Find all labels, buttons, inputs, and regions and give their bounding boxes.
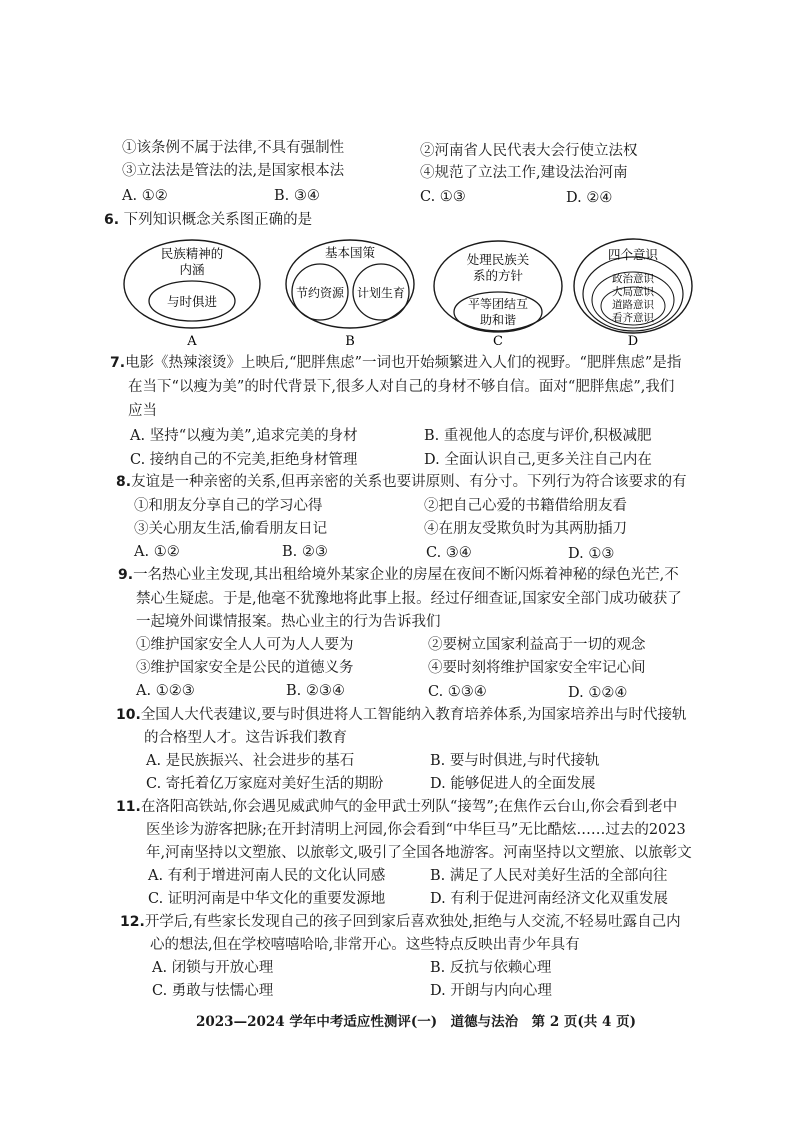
diagram-c-inner-2: 助和谐 — [479, 313, 517, 327]
diagram-d-outer: 四个意识 — [607, 247, 659, 262]
q12-option-a[interactable]: A. 闭锁与开放心理 — [152, 960, 274, 976]
q8-option-c[interactable]: C. ③④ — [426, 545, 472, 561]
q9-option-b[interactable]: B. ②③④ — [286, 683, 345, 699]
diagram-a-inner: 与时俱进 — [166, 294, 218, 309]
diagram-a-outer-1: 民族精神的 — [160, 246, 224, 261]
q10-stem-line-2: 的合格型人才。这告诉我们教育 — [144, 730, 347, 746]
diagram-c-outer-2: 系的方针 — [472, 268, 524, 283]
q12-option-c[interactable]: C. 勇敢与怯懦心理 — [152, 983, 274, 999]
q11-option-b[interactable]: B. 满足了人民对美好生活的全部向往 — [430, 868, 668, 884]
q10-stem-line-1 — [116, 705, 687, 725]
diagram-b-left: 节约资源 — [295, 286, 345, 300]
diagram-a-outer-2: 内涵 — [179, 262, 205, 277]
diagram-b-label: B — [345, 334, 355, 349]
q11-stem-text-1: 在洛阳高铁站,你会遇见威武帅气的金甲武士列队“接驾”;在焦作云台山,你会看到老中 — [140, 799, 678, 815]
q12-stem-line-2: 心的想法,但在学校嘻嘻哈哈,非常开心。这些特点反映出青少年具有 — [150, 937, 580, 953]
diagram-d-label: D — [627, 334, 639, 349]
q6-number: 6. — [104, 212, 120, 228]
q5-statement-3: ③立法法是管法的法,是国家根本法 — [122, 163, 345, 179]
diagram-d-inner-1: 政治意识 — [612, 273, 654, 285]
q11-stem-line-1 — [116, 797, 677, 817]
q5-statement-2: ②河南省人民代表大会行使立法权 — [420, 143, 638, 159]
diagram-d-inner-4: 看齐意识 — [612, 312, 654, 324]
q7-stem-line-1 — [110, 353, 681, 373]
diagram-a-label: A — [187, 334, 197, 349]
q8-statement-1: ①和朋友分享自己的学习心得 — [134, 498, 323, 514]
q7-number: 7. — [110, 355, 126, 371]
q8-number: 8. — [116, 474, 132, 490]
diagram-c-label: C — [493, 334, 503, 349]
q12-option-d[interactable]: D. 开朗与内向心理 — [430, 983, 552, 999]
q11-stem-line-2: 医坐诊为游客把脉;在开封清明上河园,你会看到“中华巨马”无比酷炫……过去的2023 — [146, 822, 686, 838]
q8-statement-3: ③关心朋友生活,偷看朋友日记 — [134, 521, 328, 537]
page-footer: 2023—2024 学年中考适应性测评(一) 道德与法治 第 2 页(共 4 页) — [196, 1014, 636, 1030]
q10-option-b[interactable]: B. 要与时俱进,与时代接轨 — [430, 753, 600, 769]
q5-statement-1: ①该条例不属于法律,不具有强制性 — [122, 140, 345, 156]
q11-option-d[interactable]: D. 有利于促进河南经济文化双重发展 — [430, 891, 668, 907]
q12-stem-text-1: 开学后,有些家长发现自己的孩子回到家后喜欢独处,拒绝与人交流,不轻易吐露自己内 — [144, 914, 681, 930]
q9-stem-line-2: 禁心生疑虑。于是,他毫不犹豫地将此事上报。经过仔细查证,国家安全部门成功破获了 — [136, 591, 682, 607]
q9-option-a[interactable]: A. ①②③ — [136, 683, 195, 699]
q10-option-a[interactable]: A. 是民族振兴、社会进步的基石 — [146, 753, 355, 769]
q11-stem-line-3: 年,河南坚持以文塑旅、以旅彰文,吸引了全国各地游客。河南坚持以文塑旅、以旅彰文 — [146, 845, 692, 861]
q5-option-c[interactable]: C. ①③ — [420, 189, 466, 205]
q8-stem-line-1 — [116, 472, 687, 492]
q5-option-d[interactable]: D. ②④ — [566, 190, 613, 206]
diagram-c-inner-1: 平等团结互 — [467, 297, 529, 311]
q9-stem-text-1: 一名热心业主发现,其出租给境外某家企业的房屋在夜间不断闪烁着神秘的绿色光芒,不 — [133, 567, 679, 583]
q9-statement-2: ②要树立国家利益高于一切的观念 — [428, 637, 646, 653]
q10-stem-text-1: 全国人大代表建议,要与时俱进将人工智能纳入教育培养体系,为国家培养出与时代接轨 — [140, 707, 687, 723]
diagram-d-inner-3: 道路意识 — [612, 299, 654, 311]
q11-option-c[interactable]: C. 证明河南是中华文化的重要发源地 — [148, 891, 386, 907]
q6-stem-text: 下列知识概念关系图正确的是 — [123, 212, 313, 228]
diagram-c-outer-1: 处理民族关 — [466, 252, 530, 267]
diagram-b-right: 计划生育 — [356, 286, 406, 300]
q7-option-a[interactable]: A. 坚持“以瘦为美”,追求完美的身材 — [130, 428, 358, 444]
q7-option-c[interactable]: C. 接纳自己的不完美,拒绝身材管理 — [130, 452, 358, 468]
q8-option-d[interactable]: D. ①③ — [568, 546, 615, 562]
q12-number: 12. — [120, 914, 145, 930]
q11-option-a[interactable]: A. 有利于增进河南人民的文化认同感 — [148, 868, 386, 884]
q8-option-b[interactable]: B. ②③ — [282, 544, 328, 560]
q9-statement-4: ④要时刻将维护国家安全牢记心间 — [428, 660, 646, 676]
q10-number: 10. — [116, 707, 141, 723]
diagram-d[interactable] — [574, 239, 692, 349]
q10-option-c[interactable]: C. 寄托着亿万家庭对美好生活的期盼 — [146, 776, 384, 792]
q10-option-d[interactable]: D. 能够促进人的全面发展 — [430, 776, 596, 792]
diagram-b[interactable] — [286, 240, 414, 349]
q9-option-c[interactable]: C. ①③④ — [428, 684, 487, 700]
q9-statement-3: ③维护国家安全是公民的道德义务 — [136, 660, 354, 676]
q9-stem-line-3: 一起境外间谍情报案。热心业主的行为告诉我们 — [136, 614, 441, 630]
q5-statement-4: ④规范了立法工作,建设法治河南 — [420, 165, 628, 181]
diagram-c[interactable] — [434, 241, 562, 349]
q7-stem-text-1: 电影《热辣滚烫》上映后,“肥胖焦虑”一词也开始频繁进入人们的视野。“肥胖焦虑”是指 — [125, 355, 682, 371]
q9-statement-1: ①维护国家安全人人可为人人要为 — [136, 637, 354, 653]
q7-stem-line-3: 应当 — [128, 403, 157, 419]
q8-statement-4: ④在朋友受欺负时为其两肋插刀 — [424, 521, 627, 537]
q9-number: 9. — [118, 567, 134, 583]
q6-diagrams — [0, 0, 794, 360]
q7-option-d[interactable]: D. 全面认识自己,更多关注自己内在 — [424, 452, 652, 468]
q8-statement-2: ②把自己心爱的书籍借给朋友看 — [424, 498, 627, 514]
q5-option-b[interactable]: B. ③④ — [274, 188, 320, 204]
q9-option-d[interactable]: D. ①②④ — [568, 685, 628, 701]
q7-stem-line-2: 在当下“以瘦为美”的时代背景下,很多人对自己的身材不够自信。面对“肥胖焦虑”,我们 — [128, 379, 675, 395]
diagram-b-outer: 基本国策 — [324, 245, 376, 260]
q8-stem-text-1: 友谊是一种亲密的关系,但再亲密的关系也要讲原则、有分寸。下列行为符合该要求的有 — [131, 474, 687, 490]
q7-option-b[interactable]: B. 重视他人的态度与评价,积极减肥 — [424, 428, 652, 444]
q9-stem-line-1 — [118, 565, 679, 585]
q8-option-a[interactable]: A. ①② — [134, 544, 180, 560]
q5-option-a[interactable]: A. ①② — [122, 188, 168, 204]
q11-number: 11. — [116, 799, 141, 815]
diagram-a[interactable] — [124, 240, 260, 349]
q12-option-b[interactable]: B. 反抗与依赖心理 — [430, 960, 552, 976]
q12-stem-line-1 — [120, 912, 681, 932]
diagram-d-inner-2: 大局意识 — [612, 286, 654, 298]
